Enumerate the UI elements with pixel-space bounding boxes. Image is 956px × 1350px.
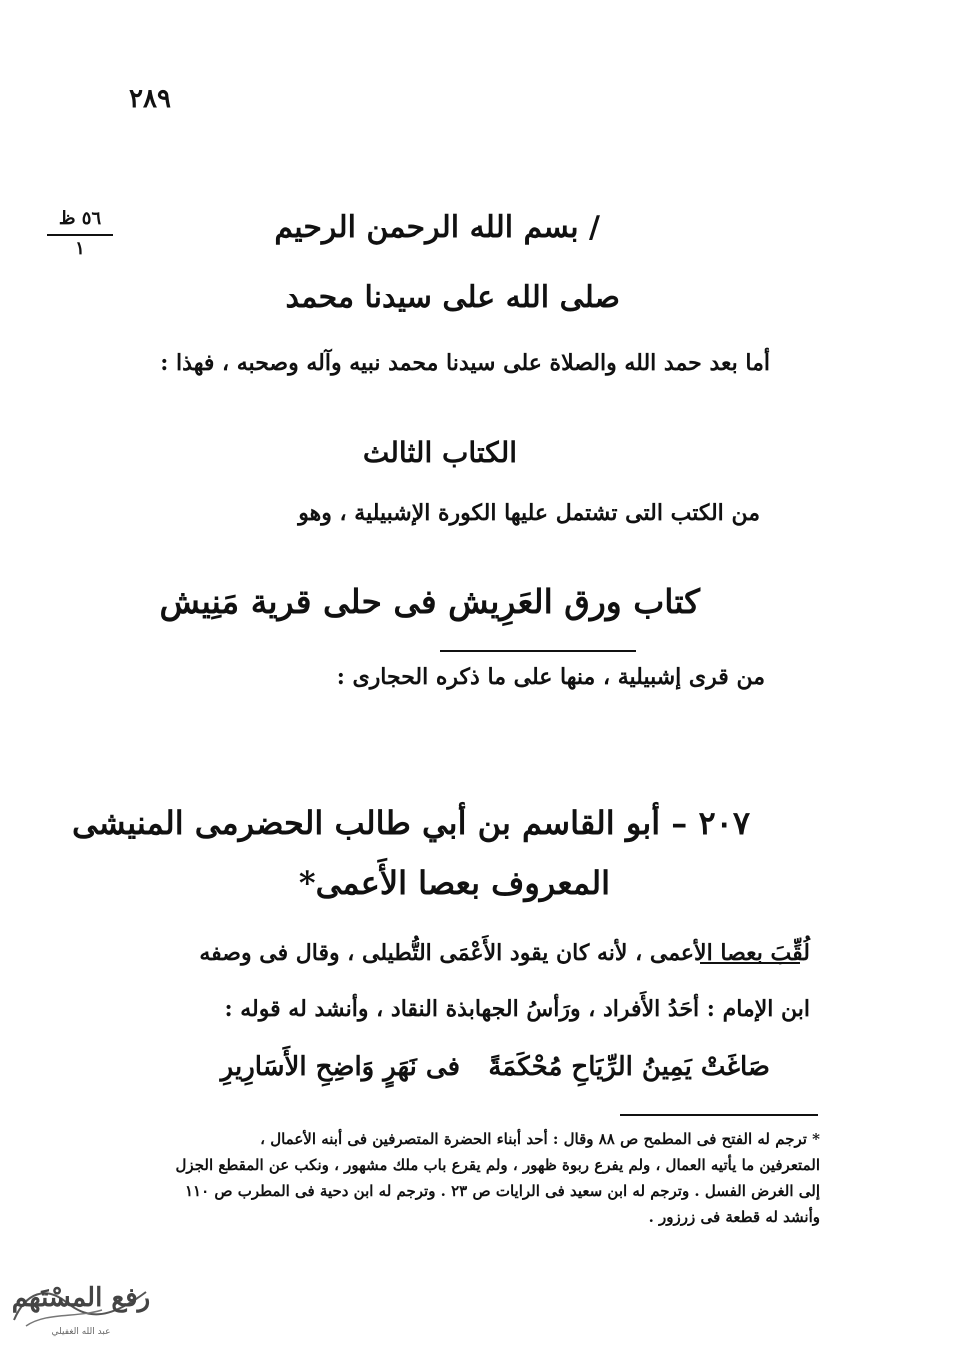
entry-heading-line1: ٢٠٧ – أبو القاسم بن أبي طالب الحضرمى المنيشى	[71, 804, 750, 842]
book-heading: الكتاب الثالث	[362, 436, 518, 469]
margin-folio-divider	[47, 234, 113, 236]
verse-first-hemistich: صَاغَتْ يَمِينُ الرِّيَاحِ مُحْكَمَةً	[488, 1052, 770, 1082]
title-underline	[440, 650, 636, 652]
footnote-block	[130, 1126, 820, 1230]
entry-text-line1: لُقِّبَ بعصا الأعمى ، لأنه كان يقود الأَعْمَى التُّطيلى ، وقال فى وصفه	[199, 940, 810, 966]
villages-line: من قرى إشبيلية ، منها على ما ذكره الحجارى :	[336, 664, 765, 690]
bismillah-line: / بسم الله الرحمن الرحيم	[274, 210, 600, 245]
footnote-divider	[620, 1114, 818, 1116]
entry-text-line2: ابن الإمام : أحَدُ الأَفراد ، ورَأسُ الجهابذة النقاد ، وأنشد له قوله :	[224, 996, 810, 1022]
margin-folio-bottom: ١	[75, 238, 85, 259]
footnote-line: المتعرفين ما يأتيه العمال ، ولم يفرع ربوة ظهور ، ولم يقرع باب ملك مشهور ، ونكب عن المقطع الجزل	[175, 1156, 820, 1174]
book-title: كتاب ورق العَرِيش فى حلى قرية مَنِيش	[159, 582, 700, 621]
book-description: من الكتب التى تشتمل عليها الكورة الإشبيلية ، وهو	[298, 500, 760, 526]
logo-text: رفع المسْتَهم	[11, 1283, 151, 1313]
verse-second-hemistich: فى نَهَرٍ وَاضِحِ الأَسَارِيرِ	[220, 1052, 460, 1082]
logo-subtext: عبد الله الغفيلي	[51, 1327, 111, 1337]
footnote-line: وأنشد له قطعة فى زرزور .	[648, 1208, 820, 1226]
footnote-line: إلى الغرض الفسل . وترجم له ابن سعيد فى الرايات ص ٢٣ . وترجم له ابن دحية فى المطرب ص ١١٠	[184, 1182, 820, 1200]
footnote-line: * ترجم له الفتح فى المطمح ص ٨٨ وقال : أحد أبناء الحضرة المتصرفين فى أبنه الأعمال ،	[260, 1130, 820, 1148]
margin-folio-top: ٥٦ ظ	[58, 208, 102, 229]
uploader-logo-watermark	[6, 1262, 156, 1342]
margin-folio-reference	[40, 206, 120, 262]
page-number: ٢٨٩	[129, 84, 171, 114]
amma-bad-line: أما بعد حمد الله والصلاة على سيدنا محمد نبيه وآله وصحبه ، فهذا :	[160, 350, 770, 376]
salla-line: صلى الله على سيدنا محمد	[285, 280, 620, 315]
entry-heading-line2: المعروف بعصا الأَعمى*	[298, 864, 610, 902]
